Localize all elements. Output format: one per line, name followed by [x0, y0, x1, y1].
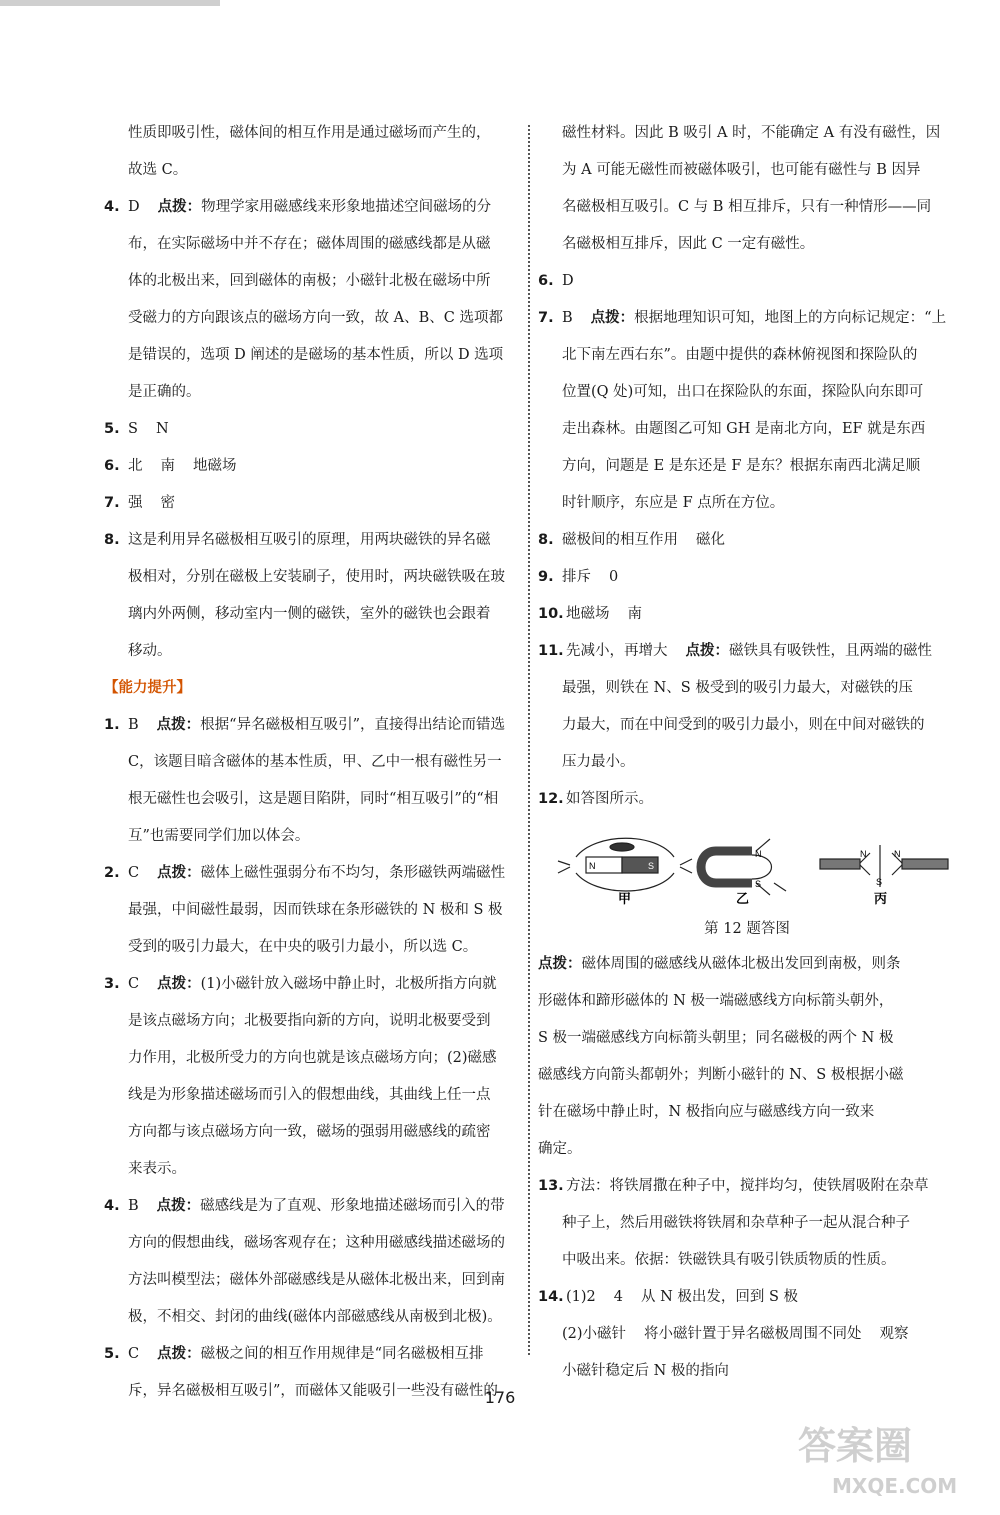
text-line: 走出森林。由题图乙可知 GH 是南北方向，EF 就是东西	[562, 421, 926, 437]
text-line: 针在磁场中静止时，N 极指向应与磁感线方向一致来	[538, 1104, 875, 1120]
ability-answer-5: 5. C 点拨：磁极之间的相互作用规律是“同名磁极相互排	[104, 1346, 484, 1362]
magnet-pole-label: S	[876, 877, 883, 887]
figure-label-bing: 丙	[874, 892, 888, 905]
text-line: 北下南左西右东”。由题中提供的森林俯视图和探险队的	[562, 347, 918, 363]
page-number: 176	[484, 1388, 516, 1407]
ability-answer-3: 3. C 点拨：(1)小磁针放入磁场中静止时，北极所指方向就	[104, 976, 497, 992]
text-line: 种子上，然后用磁铁将铁屑和杂草种子一起从混合种子	[562, 1215, 910, 1231]
answer-14-part2: (2)小磁针 将小磁针置于异名磁极周围不同处 观察	[562, 1326, 909, 1342]
answer-6-right: 6. D	[538, 273, 574, 289]
text-line: 方向都与该点磁场方向一致，磁场的强弱用磁感线的疏密	[128, 1124, 491, 1140]
magnet-pole-label: N	[589, 861, 596, 871]
answer-10-right: 10. 地磁场 南	[538, 606, 642, 622]
text-line: 确定。	[538, 1141, 582, 1157]
figure-caption: 第 12 题答图	[704, 921, 790, 937]
magnet-field-diagram	[556, 827, 956, 905]
text-line: 极相对，分别在磁极上安装刷子，使用时，两块磁铁吸在玻	[128, 569, 505, 585]
text-line: 方向，问题是 E 是东还是 F 是东？根据东南西北满足顺	[562, 458, 921, 474]
text-line: 来表示。	[128, 1161, 186, 1177]
ability-answer-4: 4. B 点拨：磁感线是为了直观、形象地描述磁场而引入的带	[104, 1198, 505, 1214]
text-line: 受到的吸引力最大，在中央的吸引力最小，所以选 C。	[128, 939, 478, 955]
watermark-logo	[792, 1411, 982, 1501]
text-line: 是错误的，选项 D 阐述的是磁场的基本性质，所以 D 选项	[128, 347, 504, 363]
section-heading: 【能力提升】	[104, 680, 191, 696]
text-line: 根无磁性也会吸引，这是题目陷阱，同时“相互吸引”的“相	[128, 791, 499, 807]
ability-answer-2: 2. C 点拨：磁体上磁性强弱分布不均匀，条形磁铁两端磁性	[104, 865, 506, 881]
magnet-pole-label: N	[894, 849, 901, 859]
text-line: 小磁针稳定后 N 极的指向	[562, 1363, 729, 1379]
text-line: 力最大，而在中间受到的吸引力最小，则在中间对磁铁的	[562, 717, 925, 733]
text-line: 方法叫模型法；磁体外部磁感线是从磁体北极出来，回到南	[128, 1272, 505, 1288]
text-line: 故选 C。	[128, 162, 188, 178]
text-line: 最强，中间磁性最弱，因而铁球在条形磁铁的 N 极和 S 极	[128, 902, 503, 918]
magnet-figure	[556, 827, 956, 909]
text-line: 性质即吸引性，磁体间的相互作用是通过磁场而产生的，	[128, 125, 491, 141]
text-line: 形磁体和蹄形磁体的 N 极一端磁感线方向标箭头朝外，	[538, 993, 894, 1009]
magnet-pole-label: S	[755, 879, 762, 889]
text-line: 力作用，北极所受力的方向也就是该点磁场方向；(2)磁感	[128, 1050, 497, 1066]
text-line: 方向的假想曲线，磁场客观存在；这种用磁感线描述磁场的	[128, 1235, 505, 1251]
answer-13-right: 13. 方法：将铁屑撒在种子中，搅拌均匀，使铁屑吸附在杂草	[538, 1178, 929, 1194]
text-line: 互”也需要同学们加以体会。	[128, 828, 310, 844]
text-line: 为 A 可能无磁性而被磁体吸引，也可能有磁性与 B 因异	[562, 162, 921, 178]
ability-answer-1: 1. B 点拨：根据“异名磁极相互吸引”，直接得出结论而错选	[104, 717, 505, 733]
text-line: 是正确的。	[128, 384, 201, 400]
magnet-pole-label: N	[755, 849, 762, 859]
text-line: 时针顺序，东应是 F 点所在方位。	[562, 495, 785, 511]
text-line: 极，不相交、封闭的曲线(磁体内部磁感线从南极到北极)。	[128, 1309, 502, 1325]
top-scan-stripe	[0, 0, 220, 6]
answer-8: 8. 这是利用异名磁极相互吸引的原理，用两块磁铁的异名磁	[104, 532, 491, 548]
answer-7: 7. 强 密	[104, 495, 175, 511]
text-line: 中吸出来。依据：铁磁铁具有吸引铁质物质的性质。	[562, 1252, 896, 1268]
text-line: 体的北极出来，回到磁体的南极；小磁针北极在磁场中所	[128, 273, 491, 289]
text-line: 布，在实际磁场中并不存在；磁体周围的磁感线都是从磁	[128, 236, 491, 252]
column-divider	[528, 125, 530, 1355]
text-line: 斥，异名磁极相互吸引”，而磁体又能吸引一些没有磁性的	[128, 1383, 498, 1399]
left-column	[104, 118, 520, 1413]
figure-label-jia: 甲	[618, 892, 632, 905]
answer-9-right: 9. 排斥 0	[538, 569, 619, 585]
figure-label-yi: 乙	[736, 892, 750, 905]
hint-line: 点拨：磁体周围的磁感线从磁体北极出发回到南极，则条	[538, 956, 901, 972]
answer-6: 6. 北 南 地磁场	[104, 458, 237, 474]
answer-5: 5. S N	[104, 421, 169, 437]
answer-7-right: 7. B 点拨：根据地理知识可知，地图上的方向标记规定：“上	[538, 310, 947, 326]
magnet-pole-label: S	[648, 861, 655, 871]
text-line: C，该题目暗含磁体的基本性质，甲、乙中一根有磁性另一	[128, 754, 502, 770]
answer-12-right: 12. 如答图所示。	[538, 791, 653, 807]
text-line: 受磁力的方向跟该点的磁场方向一致，故 A、B、C 选项都	[128, 310, 503, 326]
svg-text:MXQE.COM: MXQE.COM	[832, 1474, 958, 1498]
text-line: 磁性材料。因此 B 吸引 A 时，不能确定 A 有没有磁性，因	[562, 125, 941, 141]
text-line: S 极一端磁感线方向标箭头朝里；同名磁极的两个 N 极	[538, 1030, 894, 1046]
text-line: 名磁极相互排斥，因此 C 一定有磁性。	[562, 236, 815, 252]
text-line: 最强，则铁在 N、S 极受到的吸引力最大，对磁铁的压	[562, 680, 913, 696]
text-line: 磁感线方向箭头都朝外；判断小磁针的 N、S 极根据小磁	[538, 1067, 904, 1083]
right-column	[538, 118, 956, 1393]
magnet-pole-label: N	[860, 849, 867, 859]
text-line: 压力最小。	[562, 754, 635, 770]
text-line: 名磁极相互吸引。C 与 B 相互排斥，只有一种情形——同	[562, 199, 932, 215]
text-line: 位置(Q 处)可知，出口在探险队的东面，探险队向东即可	[562, 384, 924, 400]
text-line: 璃内外两侧，移动室内一侧的磁铁，室外的磁铁也会跟着	[128, 606, 491, 622]
text-line: 移动。	[128, 643, 172, 659]
answer-4: 4. D 点拨：物理学家用磁感线来形象地描述空间磁场的分	[104, 199, 492, 215]
answer-11-right: 11. 先减小，再增大 点拨：磁铁具有吸铁性，且两端的磁性	[538, 643, 932, 659]
text-line: 线是为形象描述磁场而引入的假想曲线，其曲线上任一点	[128, 1087, 491, 1103]
answer-8-right: 8. 磁极间的相互作用 磁化	[538, 532, 725, 548]
svg-text:答案圈: 答案圈	[798, 1424, 913, 1468]
answer-14-right: 14. (1)2 4 从 N 极出发，回到 S 极	[538, 1289, 799, 1305]
text-line: 是该点磁场方向；北极要指向新的方向，说明北极要受到	[128, 1013, 491, 1029]
